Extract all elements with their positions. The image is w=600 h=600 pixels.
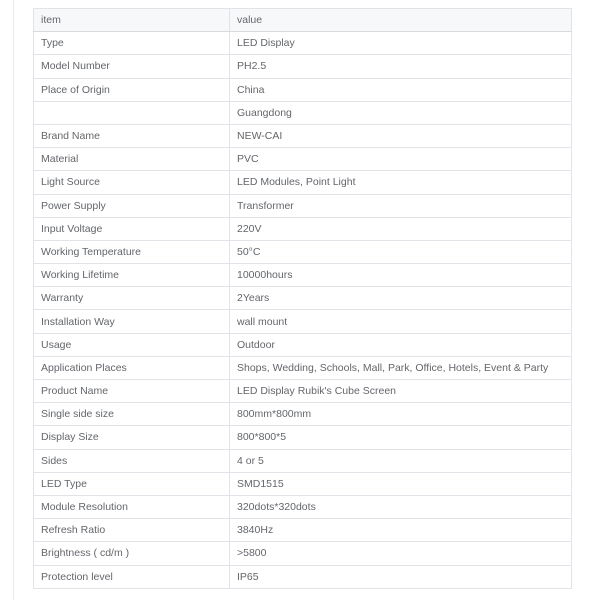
spec-table-body — [34, 32, 572, 589]
page-left-rule — [13, 0, 14, 600]
spec-value-cell: Guangdong — [230, 101, 572, 124]
spec-table-header — [34, 9, 572, 32]
table-row — [34, 32, 572, 55]
table-row — [34, 264, 572, 287]
spec-item-cell: Usage — [34, 333, 230, 356]
spec-value-cell: 800mm*800mm — [230, 403, 572, 426]
header-row — [34, 9, 572, 32]
table-row — [34, 124, 572, 147]
spec-value-cell: 220V — [230, 217, 572, 240]
spec-item-cell: Working Temperature — [34, 240, 230, 263]
spec-item-cell: Application Places — [34, 356, 230, 379]
spec-value-cell: China — [230, 78, 572, 101]
spec-value-cell: 320dots*320dots — [230, 495, 572, 518]
spec-value-cell: 4 or 5 — [230, 449, 572, 472]
table-row — [34, 519, 572, 542]
spec-item-cell — [34, 101, 230, 124]
product-spec-table — [33, 8, 572, 589]
spec-value-cell: Outdoor — [230, 333, 572, 356]
column-header-value: value — [230, 9, 572, 32]
spec-value-cell: 50°C — [230, 240, 572, 263]
spec-value-cell: LED Modules, Point Light — [230, 171, 572, 194]
table-row — [34, 403, 572, 426]
table-row — [34, 495, 572, 518]
spec-item-cell: Product Name — [34, 380, 230, 403]
spec-item-cell: Installation Way — [34, 310, 230, 333]
spec-value-cell: IP65 — [230, 565, 572, 588]
spec-item-cell: LED Type — [34, 472, 230, 495]
table-row — [34, 287, 572, 310]
spec-item-cell: Type — [34, 32, 230, 55]
table-row — [34, 194, 572, 217]
spec-item-cell: Module Resolution — [34, 495, 230, 518]
table-row — [34, 148, 572, 171]
spec-value-cell: 10000hours — [230, 264, 572, 287]
spec-item-cell: Single side size — [34, 403, 230, 426]
spec-value-cell: >5800 — [230, 542, 572, 565]
spec-value-cell: SMD1515 — [230, 472, 572, 495]
spec-value-cell: Transformer — [230, 194, 572, 217]
table-row — [34, 356, 572, 379]
spec-item-cell: Brightness ( cd/m ) — [34, 542, 230, 565]
spec-item-cell: Model Number — [34, 55, 230, 78]
table-row — [34, 310, 572, 333]
table-row — [34, 101, 572, 124]
table-row — [34, 333, 572, 356]
spec-item-cell: Display Size — [34, 426, 230, 449]
table-row — [34, 217, 572, 240]
spec-item-cell: Light Source — [34, 171, 230, 194]
spec-value-cell: wall mount — [230, 310, 572, 333]
table-row — [34, 171, 572, 194]
spec-value-cell: NEW-CAI — [230, 124, 572, 147]
spec-value-cell: PVC — [230, 148, 572, 171]
table-row — [34, 78, 572, 101]
spec-value-cell: LED Display Rubik's Cube Screen — [230, 380, 572, 403]
table-row — [34, 426, 572, 449]
spec-value-cell: 2Years — [230, 287, 572, 310]
spec-item-cell: Material — [34, 148, 230, 171]
spec-value-cell: PH2.5 — [230, 55, 572, 78]
spec-value-cell: LED Display — [230, 32, 572, 55]
spec-item-cell: Warranty — [34, 287, 230, 310]
spec-value-cell: 3840Hz — [230, 519, 572, 542]
spec-item-cell: Input Voltage — [34, 217, 230, 240]
table-row — [34, 240, 572, 263]
table-row — [34, 542, 572, 565]
spec-item-cell: Refresh Ratio — [34, 519, 230, 542]
table-row — [34, 449, 572, 472]
spec-item-cell: Protection level — [34, 565, 230, 588]
spec-item-cell: Place of Origin — [34, 78, 230, 101]
spec-item-cell: Working Lifetime — [34, 264, 230, 287]
spec-item-cell: Power Supply — [34, 194, 230, 217]
spec-item-cell: Sides — [34, 449, 230, 472]
table-row — [34, 380, 572, 403]
spec-item-cell: Brand Name — [34, 124, 230, 147]
spec-value-cell: 800*800*5 — [230, 426, 572, 449]
column-header-item: item — [34, 9, 230, 32]
table-row — [34, 55, 572, 78]
table-row — [34, 472, 572, 495]
spec-value-cell: Shops, Wedding, Schools, Mall, Park, Office, Hotels, Event & Party — [230, 356, 572, 379]
table-row — [34, 565, 572, 588]
